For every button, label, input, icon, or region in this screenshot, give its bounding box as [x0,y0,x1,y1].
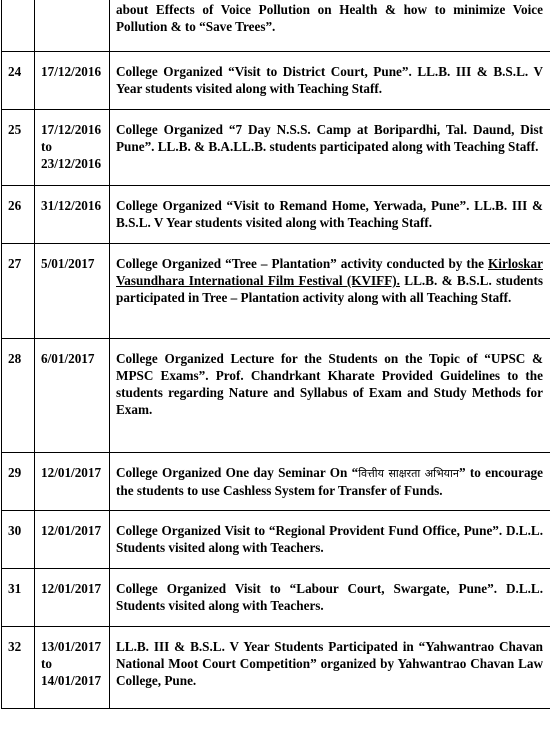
description-cell: College Organized “Visit to Remand Home, Yerwada, Pune”. LL.B. III & B.S.L. V Year students visited along with Teaching Staff. [110,186,550,244]
date-cell [35,627,110,709]
date-cell [35,0,110,52]
description-text: College Organized “Tree – Plantation” activity conducted by the [116,256,489,271]
row-number-cell: 31 [2,569,35,627]
events-table [1,0,550,709]
table-row [2,453,550,511]
table-row [2,339,550,453]
row-number-cell: 27 [2,244,35,339]
table-row [2,244,550,339]
row-number-cell: 29 [2,453,35,511]
row-number-cell: 28 [2,339,35,453]
row-number-cell: 32 [2,627,35,709]
table-row [2,0,550,52]
festival-name: Kirloskar Vasundhara International Film Festival (KVIFF). [116,256,543,288]
description-cell: College Organized Visit to “Regional Provident Fund Office, Pune”. D.L.L. Students visited along with Teachers. [110,511,550,569]
description-cell [110,453,550,511]
description-cell: College Organized Lecture for the Students on the Topic of “UPSC & MPSC Exams”. Prof. Chandrkant Kharate Provided Guidelines to the students regarding Nature and Syllabus of Exam and Study Methods for Exam. [110,339,550,453]
date-cell: 17/12/2016 [35,52,110,110]
date-cell: 12/01/2017 [35,569,110,627]
date-cell: 12/01/2017 [35,453,110,511]
date-cell: 31/12/2016 [35,186,110,244]
table-row [2,186,550,244]
date-cell: 5/01/2017 [35,244,110,339]
description-text: ” to encourage the students to use Cashless System for Transfer of Funds. [116,465,543,498]
date-start: 17/12/2016 [41,122,102,137]
date-cell: 12/01/2017 [35,511,110,569]
table-row [2,627,550,709]
table-row [2,110,550,186]
description-cell: College Organized “7 Day N.S.S. Camp at Boripardhi, Tal. Daund, Dist Pune”. LL.B. & B.A.LL.B. students participated along with Teaching Staff. [110,110,550,186]
row-number-cell: 30 [2,511,35,569]
date-end: 14/01/2017 [41,673,102,688]
description-cell: LL.B. III & B.S.L. V Year Students Participated in “Yahwantrao Chavan National Moot Court Competition” organized by Yahwantrao Chavan Law College, Pune. [110,627,550,709]
table-row [2,511,550,569]
date-cell: 6/01/2017 [35,339,110,453]
description-text: LL.B. & B.S.L. students participated in Tree – Plantation activity along with all Teaching Staff. [116,273,543,305]
description-cell: College Organized “Visit to District Court, Pune”. LL.B. III & B.S.L. V Year students visited along with Teaching Staff. [110,52,550,110]
date-start: 13/01/2017 [41,639,102,654]
description-cell: College Organized Visit to “Labour Court, Swargate, Pune”. D.L.L. Students visited along with Teachers. [110,569,550,627]
row-number-cell: 24 [2,52,35,110]
seminar-title-devanagari: वित्तीय साक्षरता अभियान [358,467,460,480]
row-number-cell: 26 [2,186,35,244]
row-number-cell [2,0,35,52]
row-number-cell: 25 [2,110,35,186]
date-to: to [41,139,52,154]
description-text: College Organized One day Seminar On “ [116,465,359,480]
description-cell: about Effects of Voice Pollution on Health & how to minimize Voice Pollution & to “Save Trees”. [110,0,550,52]
date-end: 23/12/2016 [41,156,102,171]
description-cell [110,244,550,339]
table-row [2,52,550,110]
date-cell [35,110,110,186]
table-row [2,569,550,627]
date-to: to [41,656,52,671]
